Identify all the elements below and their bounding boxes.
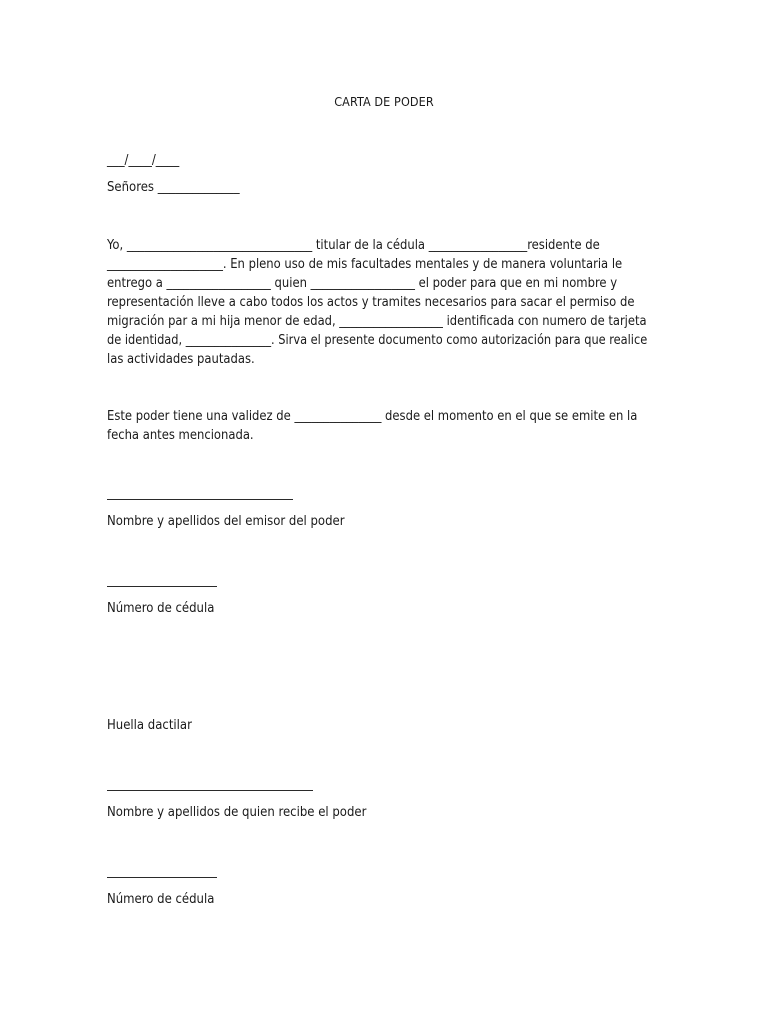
document-title: CARTA DE PODER (334, 94, 434, 109)
body-line: Yo, ________________________________ titular de la cédula _________________residente de (107, 238, 600, 253)
receiver-id-line (107, 877, 217, 878)
receiver-signature-line (107, 790, 313, 791)
fingerprint-label: Huella dactilar (107, 718, 192, 733)
body-line: migración par a mi hija menor de edad, __________________ identificada con numero de tarjeta (107, 314, 647, 329)
body-line: ____________________. En pleno uso de mis facultades mentales y de manera voluntaria le (107, 257, 623, 272)
body-line: representación lleve a cabo todos los actos y tramites necesarios para sacar el permiso de (107, 295, 635, 310)
body-line: las actividades pautadas. (107, 352, 255, 367)
date-line: ___/____/____ (107, 153, 180, 168)
body-paragraph (107, 236, 652, 369)
body-line: de identidad, _______________. Sirva el presente documento como autorización para que realice (107, 333, 648, 348)
issuer-id-line (107, 586, 217, 587)
body-line: entrego a __________________ quien __________________ el poder para que en mi nombre y (107, 276, 618, 291)
issuer-signature-line (107, 499, 293, 500)
salutation: Señores ______________ (107, 180, 240, 195)
validity-line: fecha antes mencionada. (107, 428, 254, 443)
issuer-name-label: Nombre y apellidos del emisor del poder (107, 514, 345, 529)
validity-paragraph (107, 407, 652, 445)
issuer-id-label: Número de cédula (107, 601, 215, 616)
receiver-id-label: Número de cédula (107, 892, 215, 907)
receiver-name-label: Nombre y apellidos de quien recibe el poder (107, 805, 367, 820)
validity-line: Este poder tiene una validez de _______________ desde el momento en el que se emite en la (107, 409, 638, 424)
